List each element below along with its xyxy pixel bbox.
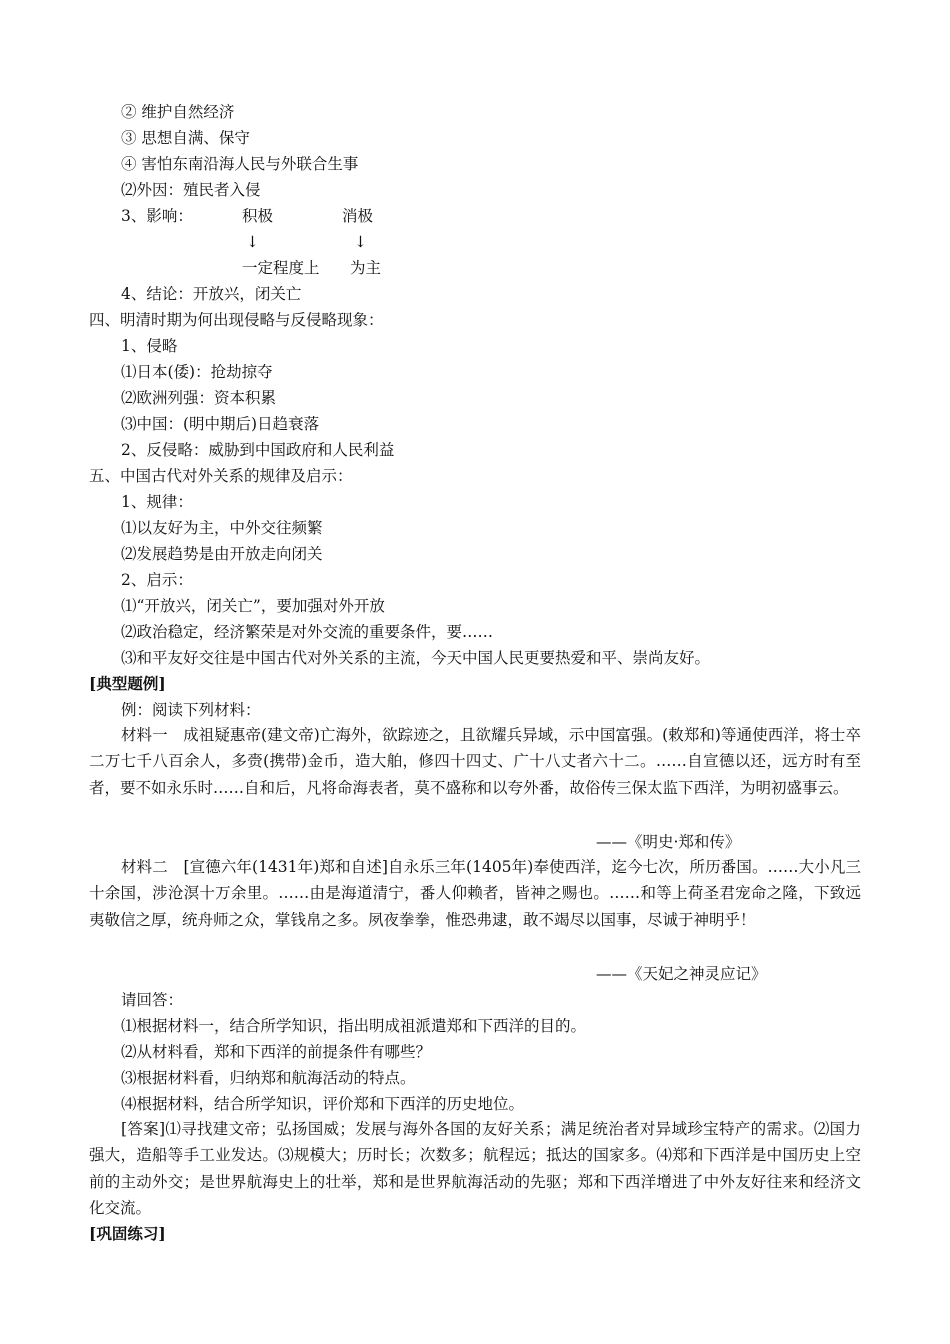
- section-label-example: [典型题例]: [89, 674, 166, 693]
- questions-intro: 请回答：: [121, 991, 184, 1009]
- text-line: 1、侵略: [121, 337, 178, 355]
- text-line: ⑴“开放兴，闭关亡”，要加强对外开放: [121, 597, 385, 615]
- section-label-practice: [巩固练习]: [89, 1224, 166, 1243]
- text-line: 4、结论：开放兴，闭关亡: [121, 285, 302, 303]
- material-one-paragraph: 材料一 成祖疑惠帝(建文帝)亡海外，欲踪迹之，且欲耀兵异域，示中国富强。(敕郑和)等通使西洋，将士卒二万七千八百余人，多赍(携带)金币，造大舶，修四十四丈、广十八丈者六十二。……自宣德以还，远方时有至者，要不如永乐时……自和后，凡将命海表者，莫不盛称和以夸外番，故俗传三保太监下西洋，为明初盛事云。: [89, 726, 861, 797]
- example-intro: 例：阅读下列材料：: [121, 701, 261, 719]
- text-line: ③ 思想自满、保守: [121, 129, 250, 147]
- text-line: ⑶和平友好交往是中国古代对外关系的主流，今天中国人民更要热爱和平、崇尚友好。: [121, 649, 711, 667]
- text-line: ⑶中国：(明中期后)日趋衰落: [121, 415, 320, 433]
- arrow-down-icon: ↓: [354, 233, 367, 251]
- question-2: ⑵从材料看，郑和下西洋的前提条件有哪些？: [121, 1043, 432, 1061]
- material-two-paragraph: 材料二 [宣德六年(1431年)郑和自述]自永乐三年(1405年)奉使西洋，迄今七次，所历番国。……大小凡三十余国，涉沧溟十万余里。……由是海道清宁，番人仰赖者，皆神之赐也。……和等上荷圣君宠命之隆，下致远夷敬信之厚，统舟师之众，掌钱帛之多。夙夜拳拳，惟恐弗逮，敢不竭尽以国事，尽诚于神明乎！: [89, 858, 861, 929]
- text-line: ⑵外因：殖民者入侵: [121, 181, 261, 199]
- section-heading: 四、明清时期为何出现侵略与反侵略现象：: [89, 311, 384, 329]
- material-one-source: ——《明史·郑和传》: [596, 833, 741, 851]
- question-3: ⑶根据材料看，归纳郑和航海活动的特点。: [121, 1069, 416, 1087]
- text-line: 1、规律：: [121, 493, 193, 511]
- arrow-down-icon: ↓: [246, 233, 259, 251]
- material-two-source: ——《天妃之神灵应记》: [596, 965, 767, 983]
- text-line: ⑴以友好为主，中外交往频繁: [121, 519, 323, 537]
- text-line: 2、反侵略：威胁到中国政府和人民利益: [121, 441, 395, 459]
- text-line: ⑴日本(倭)：抢劫掠夺: [121, 363, 273, 381]
- influence-positive: 积极: [242, 207, 274, 225]
- section-heading: 五、中国古代对外关系的规律及启示：: [89, 467, 353, 485]
- question-1: ⑴根据材料一，结合所学知识，指出明成祖派遣郑和下西洋的目的。: [121, 1017, 587, 1035]
- influence-negative: 消极: [342, 207, 374, 225]
- influence-heading: 3、影响：: [121, 207, 193, 225]
- text-line: 2、启示：: [121, 571, 193, 589]
- text-line: ⑵发展趋势是由开放走向闭关: [121, 545, 323, 563]
- influence-negative-degree: 为主: [350, 259, 382, 277]
- text-line: ④ 害怕东南沿海人民与外联合生事: [121, 155, 359, 173]
- influence-positive-degree: 一定程度上: [242, 259, 320, 277]
- text-line: ② 维护自然经济: [121, 103, 235, 121]
- text-line: ⑵政治稳定，经济繁荣是对外交流的重要条件，要……: [121, 623, 494, 641]
- answer-paragraph: [答案]⑴寻找建文帝；弘扬国威；发展与海外各国的友好关系；满足统治者对异域珍宝特产的需求。⑵国力强大，造船等手工业发达。⑶规模大；历时长；次数多；航程远；抵达的国家多。⑷郑和下西洋是中国历史上空前的主动外交；是世界航海史上的壮举，郑和是世界航海活动的先驱；郑和下西洋增进了中外友好往来和经济文化交流。: [89, 1120, 861, 1217]
- question-4: ⑷根据材料，结合所学知识，评价郑和下西洋的历史地位。: [121, 1095, 525, 1113]
- text-line: ⑵欧洲列强：资本积累: [121, 389, 277, 407]
